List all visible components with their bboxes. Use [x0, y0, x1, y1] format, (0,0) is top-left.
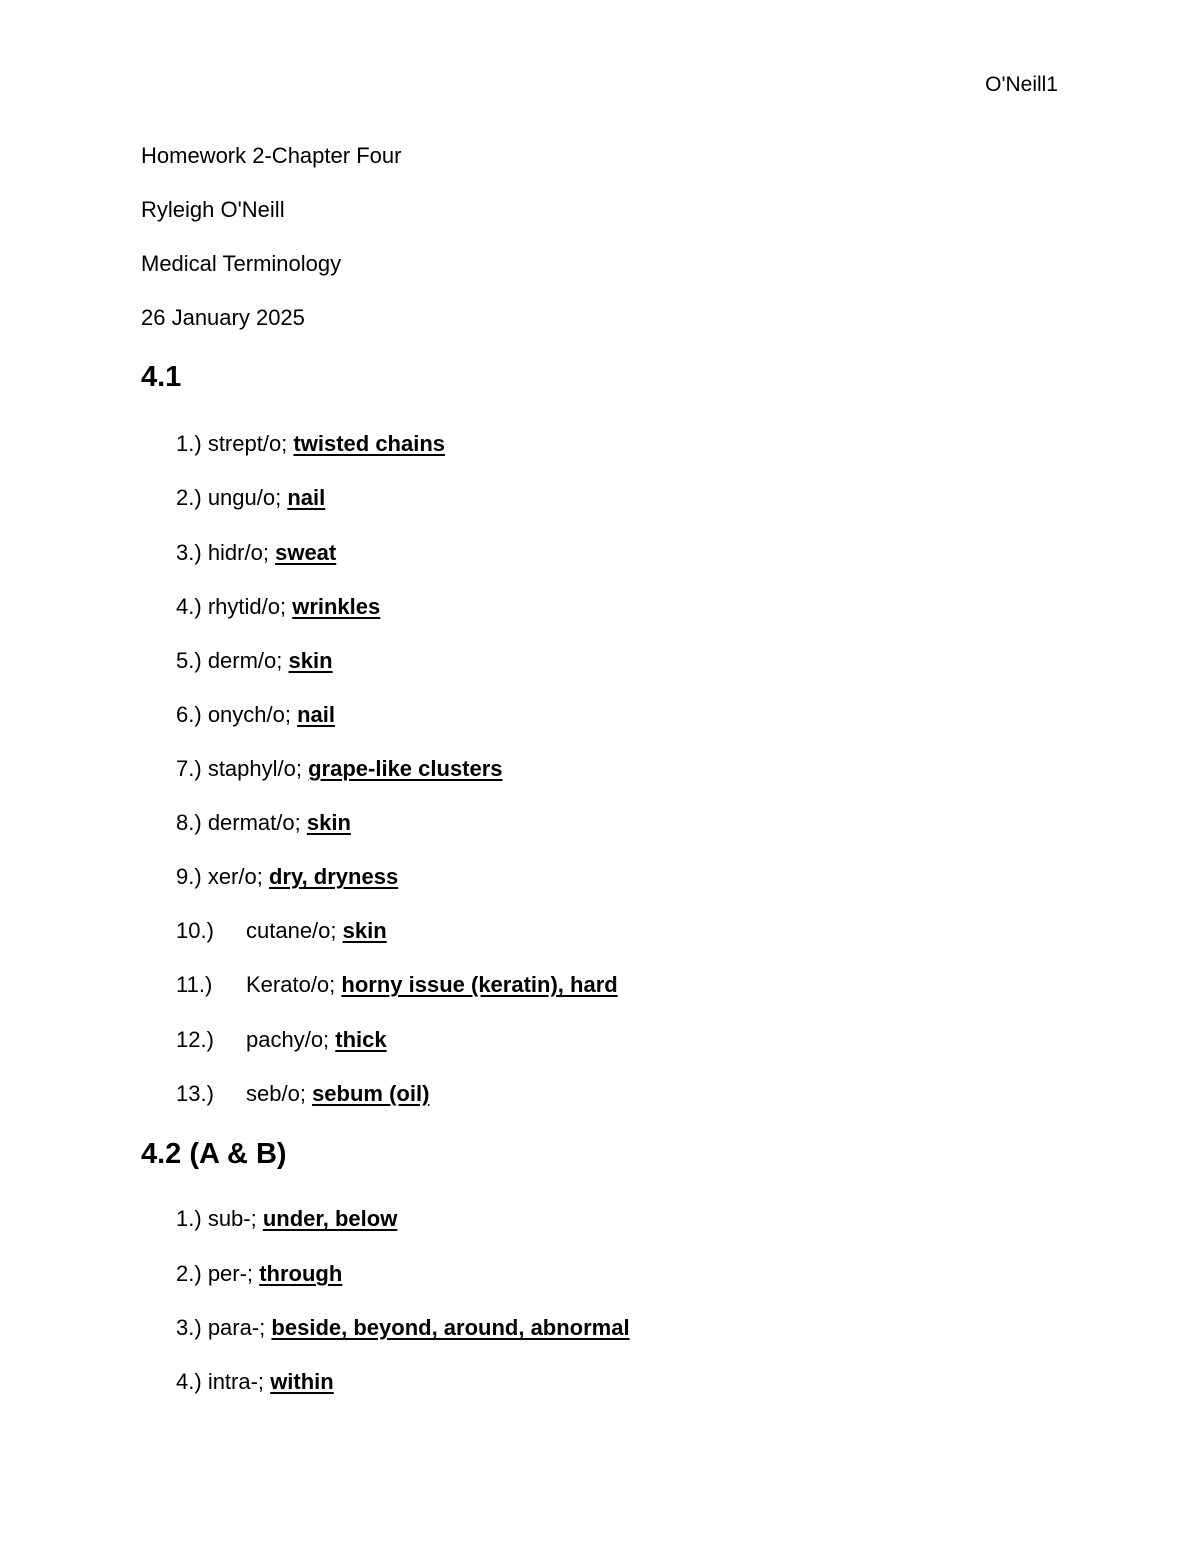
- list-item: [176, 701, 335, 729]
- item-answer: nail: [287, 485, 326, 510]
- item-number: 1.): [176, 1206, 202, 1231]
- item-number: 10.): [176, 918, 214, 943]
- item-answer: horny issue (keratin), hard: [341, 972, 618, 997]
- list-item: [176, 593, 380, 621]
- item-term: seb/o;: [246, 1081, 306, 1106]
- item-answer: beside, beyond, around, abnormal: [271, 1315, 630, 1340]
- item-number: 9.): [176, 864, 202, 889]
- item-term: hidr/o;: [207, 540, 269, 565]
- item-number: 7.): [176, 756, 202, 781]
- list-item: [176, 1080, 429, 1108]
- item-term: derm/o;: [207, 648, 283, 673]
- item-number: 6.): [176, 702, 202, 727]
- item-term: pachy/o;: [246, 1027, 330, 1052]
- item-answer: sebum (oil): [312, 1081, 430, 1106]
- item-term: per-;: [207, 1261, 254, 1286]
- list-item: [176, 647, 333, 675]
- item-answer: dry, dryness: [268, 864, 399, 889]
- item-term: rhytid/o;: [207, 594, 287, 619]
- item-term: Kerato/o;: [246, 972, 336, 997]
- list-item: [176, 539, 336, 567]
- item-term: ungu/o;: [207, 485, 282, 510]
- item-number: 13.): [176, 1081, 214, 1106]
- list-item: [176, 484, 325, 512]
- item-term: xer/o;: [207, 864, 263, 889]
- item-answer: under, below: [262, 1206, 398, 1231]
- list-item: [176, 755, 503, 783]
- item-number: 8.): [176, 810, 202, 835]
- list-item: [176, 917, 387, 945]
- list-item: [176, 863, 398, 891]
- list-item: [176, 1260, 342, 1288]
- item-answer: thick: [335, 1027, 387, 1052]
- item-number: 4.): [176, 1369, 202, 1394]
- list-item: [176, 1314, 630, 1342]
- page-number: O'Neill1: [985, 73, 1058, 96]
- item-number: 3.): [176, 1315, 202, 1340]
- list-item: [176, 809, 351, 837]
- item-answer: skin: [342, 918, 387, 943]
- section-heading-4-1: 4.1: [141, 361, 182, 393]
- author-name: Ryleigh O'Neill: [141, 197, 285, 222]
- item-number: 4.): [176, 594, 202, 619]
- item-term: onych/o;: [207, 702, 291, 727]
- item-term: strept/o;: [207, 431, 288, 456]
- item-number: 2.): [176, 485, 202, 510]
- item-answer: sweat: [275, 540, 337, 565]
- item-number: 5.): [176, 648, 202, 673]
- section-heading-4-2: 4.2 (A & B): [141, 1138, 287, 1170]
- item-answer: nail: [297, 702, 336, 727]
- item-answer: twisted chains: [293, 431, 446, 456]
- list-item: [176, 1368, 334, 1396]
- item-term: staphyl/o;: [207, 756, 302, 781]
- item-term: intra-;: [207, 1369, 265, 1394]
- document-title: Homework 2-Chapter Four: [141, 143, 402, 168]
- item-term: sub-;: [207, 1206, 257, 1231]
- list-item: [176, 971, 618, 999]
- item-number: 12.): [176, 1027, 214, 1052]
- item-answer: skin: [306, 810, 351, 835]
- item-answer: skin: [288, 648, 333, 673]
- item-term: cutane/o;: [246, 918, 337, 943]
- item-number: 11.): [176, 972, 213, 997]
- item-number: 1.): [176, 431, 202, 456]
- item-term: para-;: [207, 1315, 266, 1340]
- item-answer: through: [259, 1261, 343, 1286]
- item-answer: within: [270, 1369, 334, 1394]
- document-date: 26 January 2025: [141, 305, 305, 330]
- item-number: 2.): [176, 1261, 202, 1286]
- item-term: dermat/o;: [207, 810, 301, 835]
- item-answer: wrinkles: [292, 594, 381, 619]
- list-item: [176, 1026, 387, 1054]
- course-name: Medical Terminology: [141, 251, 342, 276]
- list-item: [176, 1205, 397, 1233]
- item-answer: grape-like clusters: [308, 756, 503, 781]
- item-number: 3.): [176, 540, 202, 565]
- list-item: [176, 430, 445, 458]
